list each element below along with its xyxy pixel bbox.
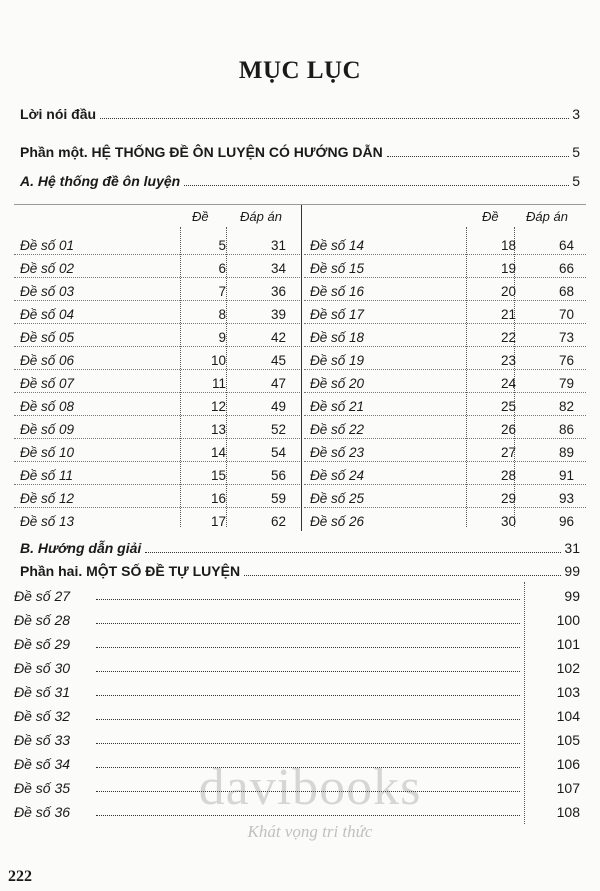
toc-entry-label: A. Hệ thống đề ôn luyện xyxy=(20,173,181,189)
exam-page: 6 xyxy=(218,261,226,276)
exam-name: Đề số 35 xyxy=(14,780,71,796)
answer-page: 91 xyxy=(558,468,574,483)
exam-page: 108 xyxy=(556,804,580,820)
exam-page: 106 xyxy=(556,756,580,772)
answer-page: 86 xyxy=(558,422,574,437)
answer-page: 31 xyxy=(270,238,286,253)
exam-name: Đề số 03 xyxy=(20,284,75,299)
exam-name: Đề số 21 xyxy=(310,399,365,414)
toc-entry-part-two xyxy=(20,561,580,579)
toc-entry-page: 31 xyxy=(564,540,580,556)
list-item xyxy=(14,582,586,604)
exam-name: Đề số 13 xyxy=(20,514,75,529)
leader-dots xyxy=(96,599,520,600)
answer-page: 59 xyxy=(270,491,286,506)
table-row xyxy=(310,323,584,345)
table-row xyxy=(310,346,584,368)
answer-page: 64 xyxy=(558,238,574,253)
exam-page: 5 xyxy=(218,238,226,253)
leader-dots xyxy=(145,551,561,553)
exam-page: 25 xyxy=(500,399,516,414)
toc-entry-label: Phần hai. MỘT SỐ ĐỀ TỰ LUYỆN xyxy=(20,563,241,579)
table-row xyxy=(310,277,584,299)
exam-page: 27 xyxy=(500,445,516,460)
exam-table xyxy=(14,204,586,531)
answer-page: 36 xyxy=(270,284,286,299)
exam-page: 104 xyxy=(556,708,580,724)
column-header-de: Đề xyxy=(192,209,209,224)
exam-name: Đề số 27 xyxy=(14,588,71,604)
table-row xyxy=(20,438,290,460)
list-item xyxy=(14,678,586,700)
answer-page: 89 xyxy=(558,445,574,460)
exam-page: 100 xyxy=(556,612,580,628)
exam-name: Đề số 01 xyxy=(20,238,75,253)
exam-name: Đề số 16 xyxy=(310,284,365,299)
watermark xyxy=(160,760,460,842)
exam-name: Đề số 34 xyxy=(14,756,71,772)
exam-page: 14 xyxy=(210,445,226,460)
list-item xyxy=(14,654,586,676)
table-row xyxy=(20,254,290,276)
table-row xyxy=(310,438,584,460)
exam-page: 15 xyxy=(210,468,226,483)
exam-name: Đề số 22 xyxy=(310,422,365,437)
exam-name: Đề số 17 xyxy=(310,307,365,322)
exam-page: 13 xyxy=(210,422,226,437)
exam-name: Đề số 20 xyxy=(310,376,365,391)
table-row xyxy=(310,507,584,529)
exam-page: 22 xyxy=(500,330,516,345)
exam-page: 9 xyxy=(218,330,226,345)
exam-name: Đề số 04 xyxy=(20,307,75,322)
toc-entry-page: 99 xyxy=(564,563,580,579)
answer-page: 79 xyxy=(558,376,574,391)
exam-page: 10 xyxy=(210,353,226,368)
toc-entry-preface xyxy=(20,104,580,122)
exam-page: 7 xyxy=(218,284,226,299)
table-row xyxy=(20,392,290,414)
table-row xyxy=(20,369,290,391)
table-row xyxy=(20,231,290,253)
list-item xyxy=(14,702,586,724)
answer-page: 47 xyxy=(270,376,286,391)
column-header-dapan: Đáp án xyxy=(240,209,282,224)
answer-page: 68 xyxy=(558,284,574,299)
exam-page: 24 xyxy=(500,376,516,391)
exam-name: Đề số 12 xyxy=(20,491,75,506)
table-row xyxy=(310,369,584,391)
exam-name: Đề số 31 xyxy=(14,684,71,700)
answer-page: 49 xyxy=(270,399,286,414)
answer-page: 34 xyxy=(270,261,286,276)
table-row xyxy=(20,346,290,368)
answer-page: 54 xyxy=(270,445,286,460)
exam-page: 16 xyxy=(210,491,226,506)
table-row xyxy=(20,507,290,529)
exam-name: Đề số 11 xyxy=(20,468,74,483)
exam-name: Đề số 05 xyxy=(20,330,75,345)
exam-name: Đề số 29 xyxy=(14,636,71,652)
table-row xyxy=(310,254,584,276)
watermark-slogan: Khát vọng tri thức xyxy=(247,822,373,841)
exam-name: Đề số 07 xyxy=(20,376,75,391)
exam-page: 18 xyxy=(500,238,516,253)
answer-page: 70 xyxy=(558,307,574,322)
table-row xyxy=(20,323,290,345)
exam-page: 8 xyxy=(218,307,226,322)
table-row xyxy=(310,392,584,414)
column-divider xyxy=(301,205,302,531)
exam-page: 20 xyxy=(500,284,516,299)
leader-dots xyxy=(96,743,520,744)
exam-page: 11 xyxy=(211,376,226,391)
column-header-de: Đề xyxy=(482,209,499,224)
exam-page: 19 xyxy=(500,261,516,276)
exam-page: 103 xyxy=(556,684,580,700)
toc-entry-section-b xyxy=(20,538,580,556)
exam-name: Đề số 36 xyxy=(14,804,71,820)
leader-dots xyxy=(96,719,520,720)
table-row xyxy=(310,461,584,483)
leader-dots xyxy=(244,574,561,576)
exam-name: Đề số 33 xyxy=(14,732,71,748)
leader-dots xyxy=(184,184,569,186)
table-row xyxy=(20,484,290,506)
exam-name: Đề số 02 xyxy=(20,261,75,276)
exam-name: Đề số 32 xyxy=(14,708,71,724)
table-row xyxy=(20,415,290,437)
toc-entry-label: B. Hướng dẫn giải xyxy=(20,540,142,556)
answer-page: 56 xyxy=(270,468,286,483)
exam-page: 28 xyxy=(500,468,516,483)
answer-page: 93 xyxy=(558,491,574,506)
exam-name: Đề số 28 xyxy=(14,612,71,628)
exam-page: 30 xyxy=(500,514,516,529)
page-title: MỤC LỤC xyxy=(238,57,362,84)
exam-name: Đề số 10 xyxy=(20,445,75,460)
toc-entry-page: 3 xyxy=(572,106,580,122)
answer-page: 62 xyxy=(270,514,286,529)
page-number: 222 xyxy=(8,868,32,885)
toc-entry-page: 5 xyxy=(572,144,580,160)
toc-entry-part-one xyxy=(20,142,580,160)
exam-name: Đề số 24 xyxy=(310,468,365,483)
answer-page: 96 xyxy=(558,514,574,529)
leader-dots xyxy=(100,117,569,119)
answer-page: 52 xyxy=(270,422,286,437)
answer-page: 76 xyxy=(558,353,574,368)
exam-name: Đề số 06 xyxy=(20,353,75,368)
exam-page: 99 xyxy=(564,588,580,604)
exam-page: 102 xyxy=(556,660,580,676)
answer-page: 45 xyxy=(270,353,286,368)
exam-name: Đề số 08 xyxy=(20,399,75,414)
leader-dots xyxy=(387,155,570,157)
exam-page: 23 xyxy=(500,353,516,368)
table-row xyxy=(310,415,584,437)
exam-name: Đề số 15 xyxy=(310,261,365,276)
exam-name: Đề số 23 xyxy=(310,445,365,460)
exam-page: 12 xyxy=(210,399,226,414)
exam-page: 17 xyxy=(210,514,226,529)
table-row xyxy=(20,461,290,483)
list-item xyxy=(14,606,586,628)
exam-page: 29 xyxy=(500,491,516,506)
watermark-brand: davibooks xyxy=(198,759,422,816)
table-row xyxy=(310,231,584,253)
exam-page: 101 xyxy=(556,636,580,652)
list-item xyxy=(14,726,586,748)
answer-page: 39 xyxy=(270,307,286,322)
table-row xyxy=(20,300,290,322)
exam-page: 105 xyxy=(556,732,580,748)
exam-name: Đề số 18 xyxy=(310,330,365,345)
exam-name: Đề số 25 xyxy=(310,491,365,506)
exam-name: Đề số 30 xyxy=(14,660,71,676)
exam-name: Đề số 26 xyxy=(310,514,365,529)
toc-entry-page: 5 xyxy=(572,173,580,189)
column-header-dapan: Đáp án xyxy=(526,209,568,224)
leader-dots xyxy=(96,647,520,648)
toc-entry-label: Phần một. HỆ THỐNG ĐỀ ÔN LUYỆN CÓ HƯỚNG DẪN xyxy=(20,144,383,160)
exam-name: Đề số 09 xyxy=(20,422,75,437)
answer-page: 82 xyxy=(558,399,574,414)
toc-entry-label: Lời nói đầu xyxy=(20,106,97,122)
exam-page: 107 xyxy=(556,780,580,796)
answer-page: 73 xyxy=(558,330,574,345)
leader-dots xyxy=(96,695,520,696)
answer-page: 66 xyxy=(558,261,574,276)
table-row xyxy=(310,300,584,322)
answer-page: 42 xyxy=(270,330,286,345)
list-item xyxy=(14,630,586,652)
table-row xyxy=(20,277,290,299)
exam-page: 21 xyxy=(500,307,516,322)
toc-entry-section-a xyxy=(20,171,580,189)
exam-page: 26 xyxy=(500,422,516,437)
exam-name: Đề số 19 xyxy=(310,353,365,368)
exam-name: Đề số 14 xyxy=(310,238,365,253)
table-row xyxy=(310,484,584,506)
leader-dots xyxy=(96,623,520,624)
leader-dots xyxy=(96,671,520,672)
